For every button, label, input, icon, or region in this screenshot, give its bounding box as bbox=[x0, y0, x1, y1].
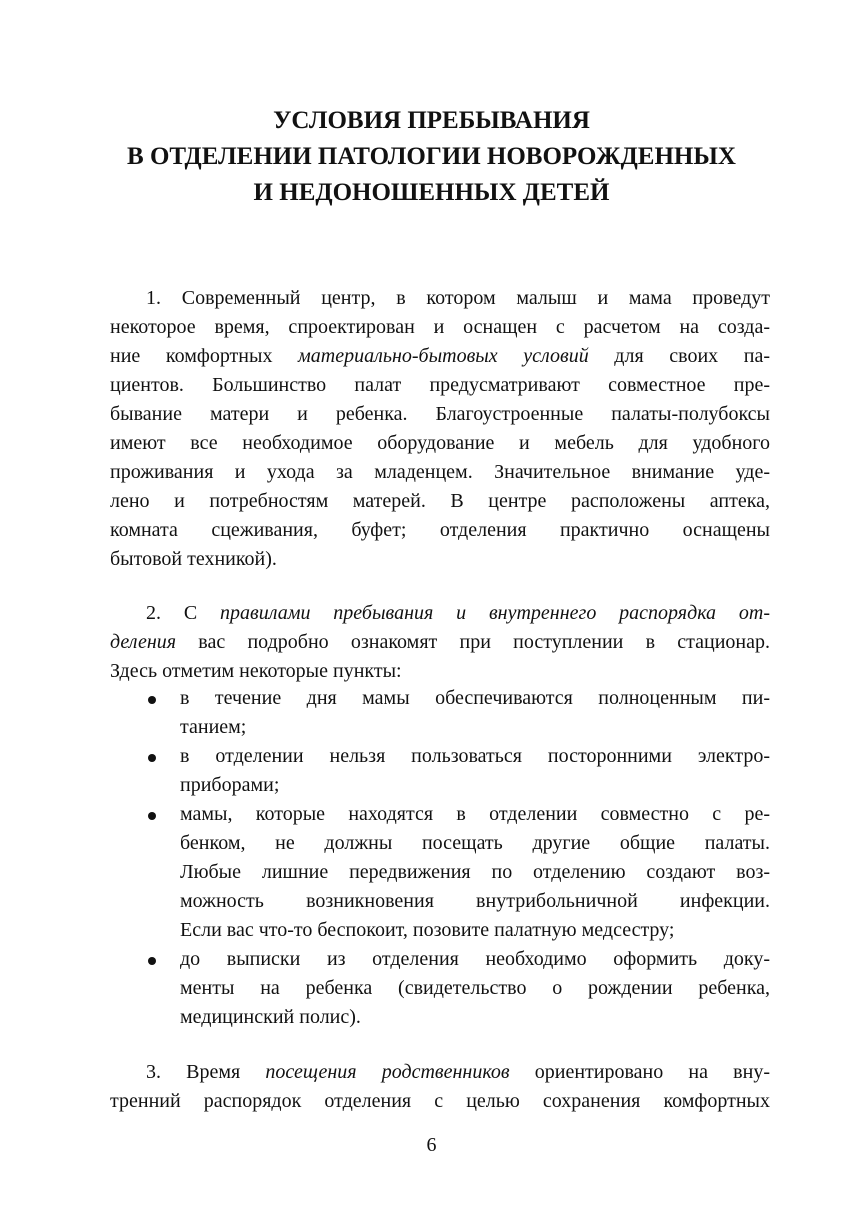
text-line: Если вас что-то беспокоит, позовите палатную медсестру; bbox=[180, 919, 675, 941]
emphasis-text: посещения родственников bbox=[265, 1061, 510, 1083]
list-item bbox=[110, 800, 770, 945]
paragraph-1 bbox=[110, 284, 770, 574]
text-line: тренний распорядок отделения с целью сохранения комфортных bbox=[110, 1090, 770, 1112]
list-item bbox=[110, 742, 770, 800]
text-line: менты на ребенка (свидетельство о рождении ребенка, bbox=[180, 977, 770, 999]
text-run: ние комфортных bbox=[110, 345, 299, 367]
text-run: ориентировано на вну- bbox=[509, 1061, 770, 1083]
rules-list bbox=[110, 684, 770, 1032]
bullet-icon bbox=[148, 696, 156, 704]
text-run: вас подробно ознакомят при поступлении в стационар. bbox=[176, 631, 770, 653]
text-line: Здесь отметим некоторые пункты: bbox=[110, 660, 402, 682]
text-line: в отделении нельзя пользоваться посторонними электро- bbox=[180, 745, 770, 767]
emphasis-text: деления bbox=[110, 631, 177, 653]
emphasis-text: материально-бытовых условий bbox=[298, 345, 589, 367]
list-item bbox=[110, 945, 770, 1032]
title-line: УСЛОВИЯ ПРЕБЫВАНИЯ bbox=[273, 107, 590, 134]
text-line: мамы, которые находятся в отделении совместно с ре- bbox=[180, 803, 770, 825]
text-line bbox=[110, 342, 770, 371]
text-line: циентов. Большинство палат предусматривают совместное пре- bbox=[110, 374, 770, 396]
text-line: можность возникновения внутрибольничной инфекции. bbox=[180, 890, 770, 912]
paragraph-2 bbox=[110, 599, 770, 686]
text-line: танием; bbox=[180, 716, 247, 738]
emphasis-text: правилами пребывания и внутреннего распорядка от- bbox=[220, 602, 771, 624]
text-line: Любые лишние передвижения по отделению создают воз- bbox=[180, 861, 770, 883]
text-line: в течение дня мамы обеспечиваются полноценным пи- bbox=[180, 687, 770, 709]
text-run: для своих па- bbox=[588, 345, 770, 367]
list-item bbox=[110, 684, 770, 742]
text-line: медицинский полис). bbox=[180, 1006, 361, 1028]
bullet-icon bbox=[148, 812, 156, 820]
page-title bbox=[0, 103, 863, 211]
text-line: проживания и ухода за младенцем. Значительное внимание уде- bbox=[110, 461, 770, 483]
text-line: имеют все необходимое оборудование и мебель для удобного bbox=[110, 432, 770, 454]
text-line: до выписки из отделения необходимо оформить доку- bbox=[180, 948, 770, 970]
text-line: некоторое время, спроектирован и оснащен с расчетом на созда- bbox=[110, 316, 770, 338]
bullet-icon bbox=[148, 754, 156, 762]
text-line bbox=[110, 628, 770, 657]
text-run: 2. С bbox=[146, 602, 221, 624]
text-line bbox=[110, 1058, 770, 1087]
text-line: бывание матери и ребенка. Благоустроенные палаты-полубоксы bbox=[110, 403, 770, 425]
text-line: приборами; bbox=[180, 774, 280, 796]
bullet-icon bbox=[148, 957, 156, 965]
text-line: комната сцеживания, буфет; отделения практично оснащены bbox=[110, 519, 770, 541]
text-line: лено и потребностям матерей. В центре расположены аптека, bbox=[110, 490, 770, 512]
page-number: 6 bbox=[426, 1134, 437, 1156]
text-run: 3. Время bbox=[146, 1061, 266, 1083]
text-line: бытовой техникой). bbox=[110, 548, 277, 570]
text-line: 1. Современный центр, в котором малыш и мама проведут bbox=[146, 287, 770, 309]
text-line bbox=[110, 599, 770, 628]
text-line: бенком, не должны посещать другие общие палаты. bbox=[180, 832, 770, 854]
title-line: И НЕДОНОШЕННЫХ ДЕТЕЙ bbox=[253, 179, 610, 206]
paragraph-3 bbox=[110, 1058, 770, 1116]
title-line: В ОТДЕЛЕНИИ ПАТОЛОГИИ НОВОРОЖДЕННЫХ bbox=[127, 143, 736, 170]
